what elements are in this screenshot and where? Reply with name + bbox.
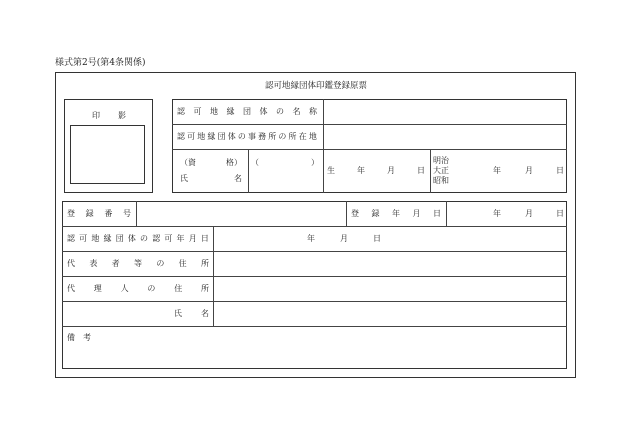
label-char: 団 [115,234,124,243]
label-qualification [180,158,242,168]
era-showa: 昭和 [433,176,449,185]
label-group-office [177,132,317,142]
label-char: 地 [210,107,218,116]
label-char: 年 [392,209,400,218]
label-char: 月 [387,166,395,175]
label-char: 可 [187,132,196,141]
label-char: 年 [176,234,185,243]
label-char: 録 [85,209,94,218]
label-char: の [278,132,287,141]
label-char: 等 [133,259,142,268]
label-char: 認 [152,234,161,243]
label-char: 年 [357,166,365,175]
label-registration-number [67,209,131,219]
qualification-paren-open: （ [251,158,259,167]
approval-day-label: 日 [373,234,381,243]
seal-label-char: 影 [118,111,126,120]
agent-address-field[interactable] [215,278,565,300]
registration-month-label: 月 [525,209,533,218]
label-char: 在 [298,132,307,141]
era-taisho: 大正 [433,166,449,175]
label-char: 団 [243,107,251,116]
representative-name-field[interactable] [250,171,322,191]
label-char: 考 [83,333,91,342]
label-agent-name [174,309,209,319]
birth-date-field[interactable] [455,151,565,191]
group-office-field[interactable] [325,126,565,148]
label-char: の [276,107,284,116]
label-char: 者 [111,259,120,268]
label-char: 理 [93,284,102,293]
seal-label [92,111,126,121]
label-char: 縁 [226,107,235,116]
label-char: 備 [67,333,75,342]
label-char: 名 [234,174,242,183]
label-char: 称 [309,107,317,116]
label-char: 名 [292,107,301,116]
label-char: の [237,132,246,141]
label-char: 住 [174,284,183,293]
label-char: 地 [197,132,206,141]
label-char: 名 [201,309,209,318]
label-char: 氏 [180,174,188,183]
registration-day-label: 日 [556,209,564,218]
label-char: 可 [193,107,202,116]
label-remarks [67,333,91,343]
seal-impression-area[interactable] [70,125,145,184]
approval-year-label: 年 [307,234,315,243]
label-representative-address [67,259,209,269]
label-char: 格） [226,158,242,167]
label-char: 認 [177,132,185,141]
label-char: 事 [247,132,256,141]
label-char: 表 [89,259,98,268]
birth-year-label: 年 [493,166,501,175]
group-name-field[interactable] [325,101,565,123]
label-char: 住 [178,259,187,268]
label-char: （資 [180,158,196,167]
label-char: 団 [217,132,226,141]
label-char: 所 [200,259,209,268]
label-char: 縁 [103,234,112,243]
era-meiji: 明治 [433,156,449,165]
label-char: の [140,234,149,243]
approval-month-label: 月 [340,234,348,243]
approval-date-field[interactable] [215,228,565,250]
label-char: 登 [351,209,359,218]
label-char: 認 [67,234,75,243]
label-char: 地 [91,234,100,243]
label-char: 日 [433,209,441,218]
label-char: 人 [120,284,129,293]
registration-year-label: 年 [493,209,501,218]
qualification-field[interactable] [259,156,309,168]
label-char: 録 [371,209,380,218]
label-char: 所 [268,132,277,141]
label-char: 体 [227,132,236,141]
registration-number-field[interactable] [138,203,344,225]
label-char: 月 [412,209,421,218]
label-group-name [177,107,317,117]
label-birth-date [327,166,425,176]
label-char: 所 [288,132,297,141]
label-char: 地 [308,132,317,141]
label-char: 代 [67,259,75,268]
form-number: 様式第2号(第4条関係) [55,58,146,68]
label-char: 可 [79,234,88,243]
representative-address-field[interactable] [215,253,565,275]
label-char: 体 [259,107,268,116]
qualification-paren-close: ） [311,158,319,167]
remarks-field[interactable] [64,345,565,367]
label-char: の [147,284,156,293]
label-char: 生 [327,166,335,175]
label-char: 代 [67,284,75,293]
label-char: 氏 [174,309,182,318]
label-char: 体 [127,234,136,243]
form-title: 認可地縁団体印鑑登録原票 [265,81,368,91]
label-registration-date [351,209,441,219]
label-char: 認 [177,107,185,116]
label-char: 号 [122,209,131,218]
label-char: 登 [67,209,75,218]
label-char: 番 [104,209,113,218]
label-approval-date [67,234,209,244]
registration-date-field[interactable] [448,203,565,225]
label-name [180,174,242,184]
agent-name-field[interactable] [215,303,565,325]
label-char: 日 [200,234,209,243]
seal-label-char: 印 [92,111,100,120]
birth-day-label: 日 [556,166,564,175]
birth-month-label: 月 [525,166,533,175]
label-char: 所 [200,284,209,293]
label-char: 月 [188,234,197,243]
label-agent-address [67,284,209,294]
label-char: 務 [258,132,267,141]
label-char: 縁 [207,132,216,141]
label-char: 日 [417,166,425,175]
label-char: の [156,259,165,268]
label-char: 可 [164,234,173,243]
